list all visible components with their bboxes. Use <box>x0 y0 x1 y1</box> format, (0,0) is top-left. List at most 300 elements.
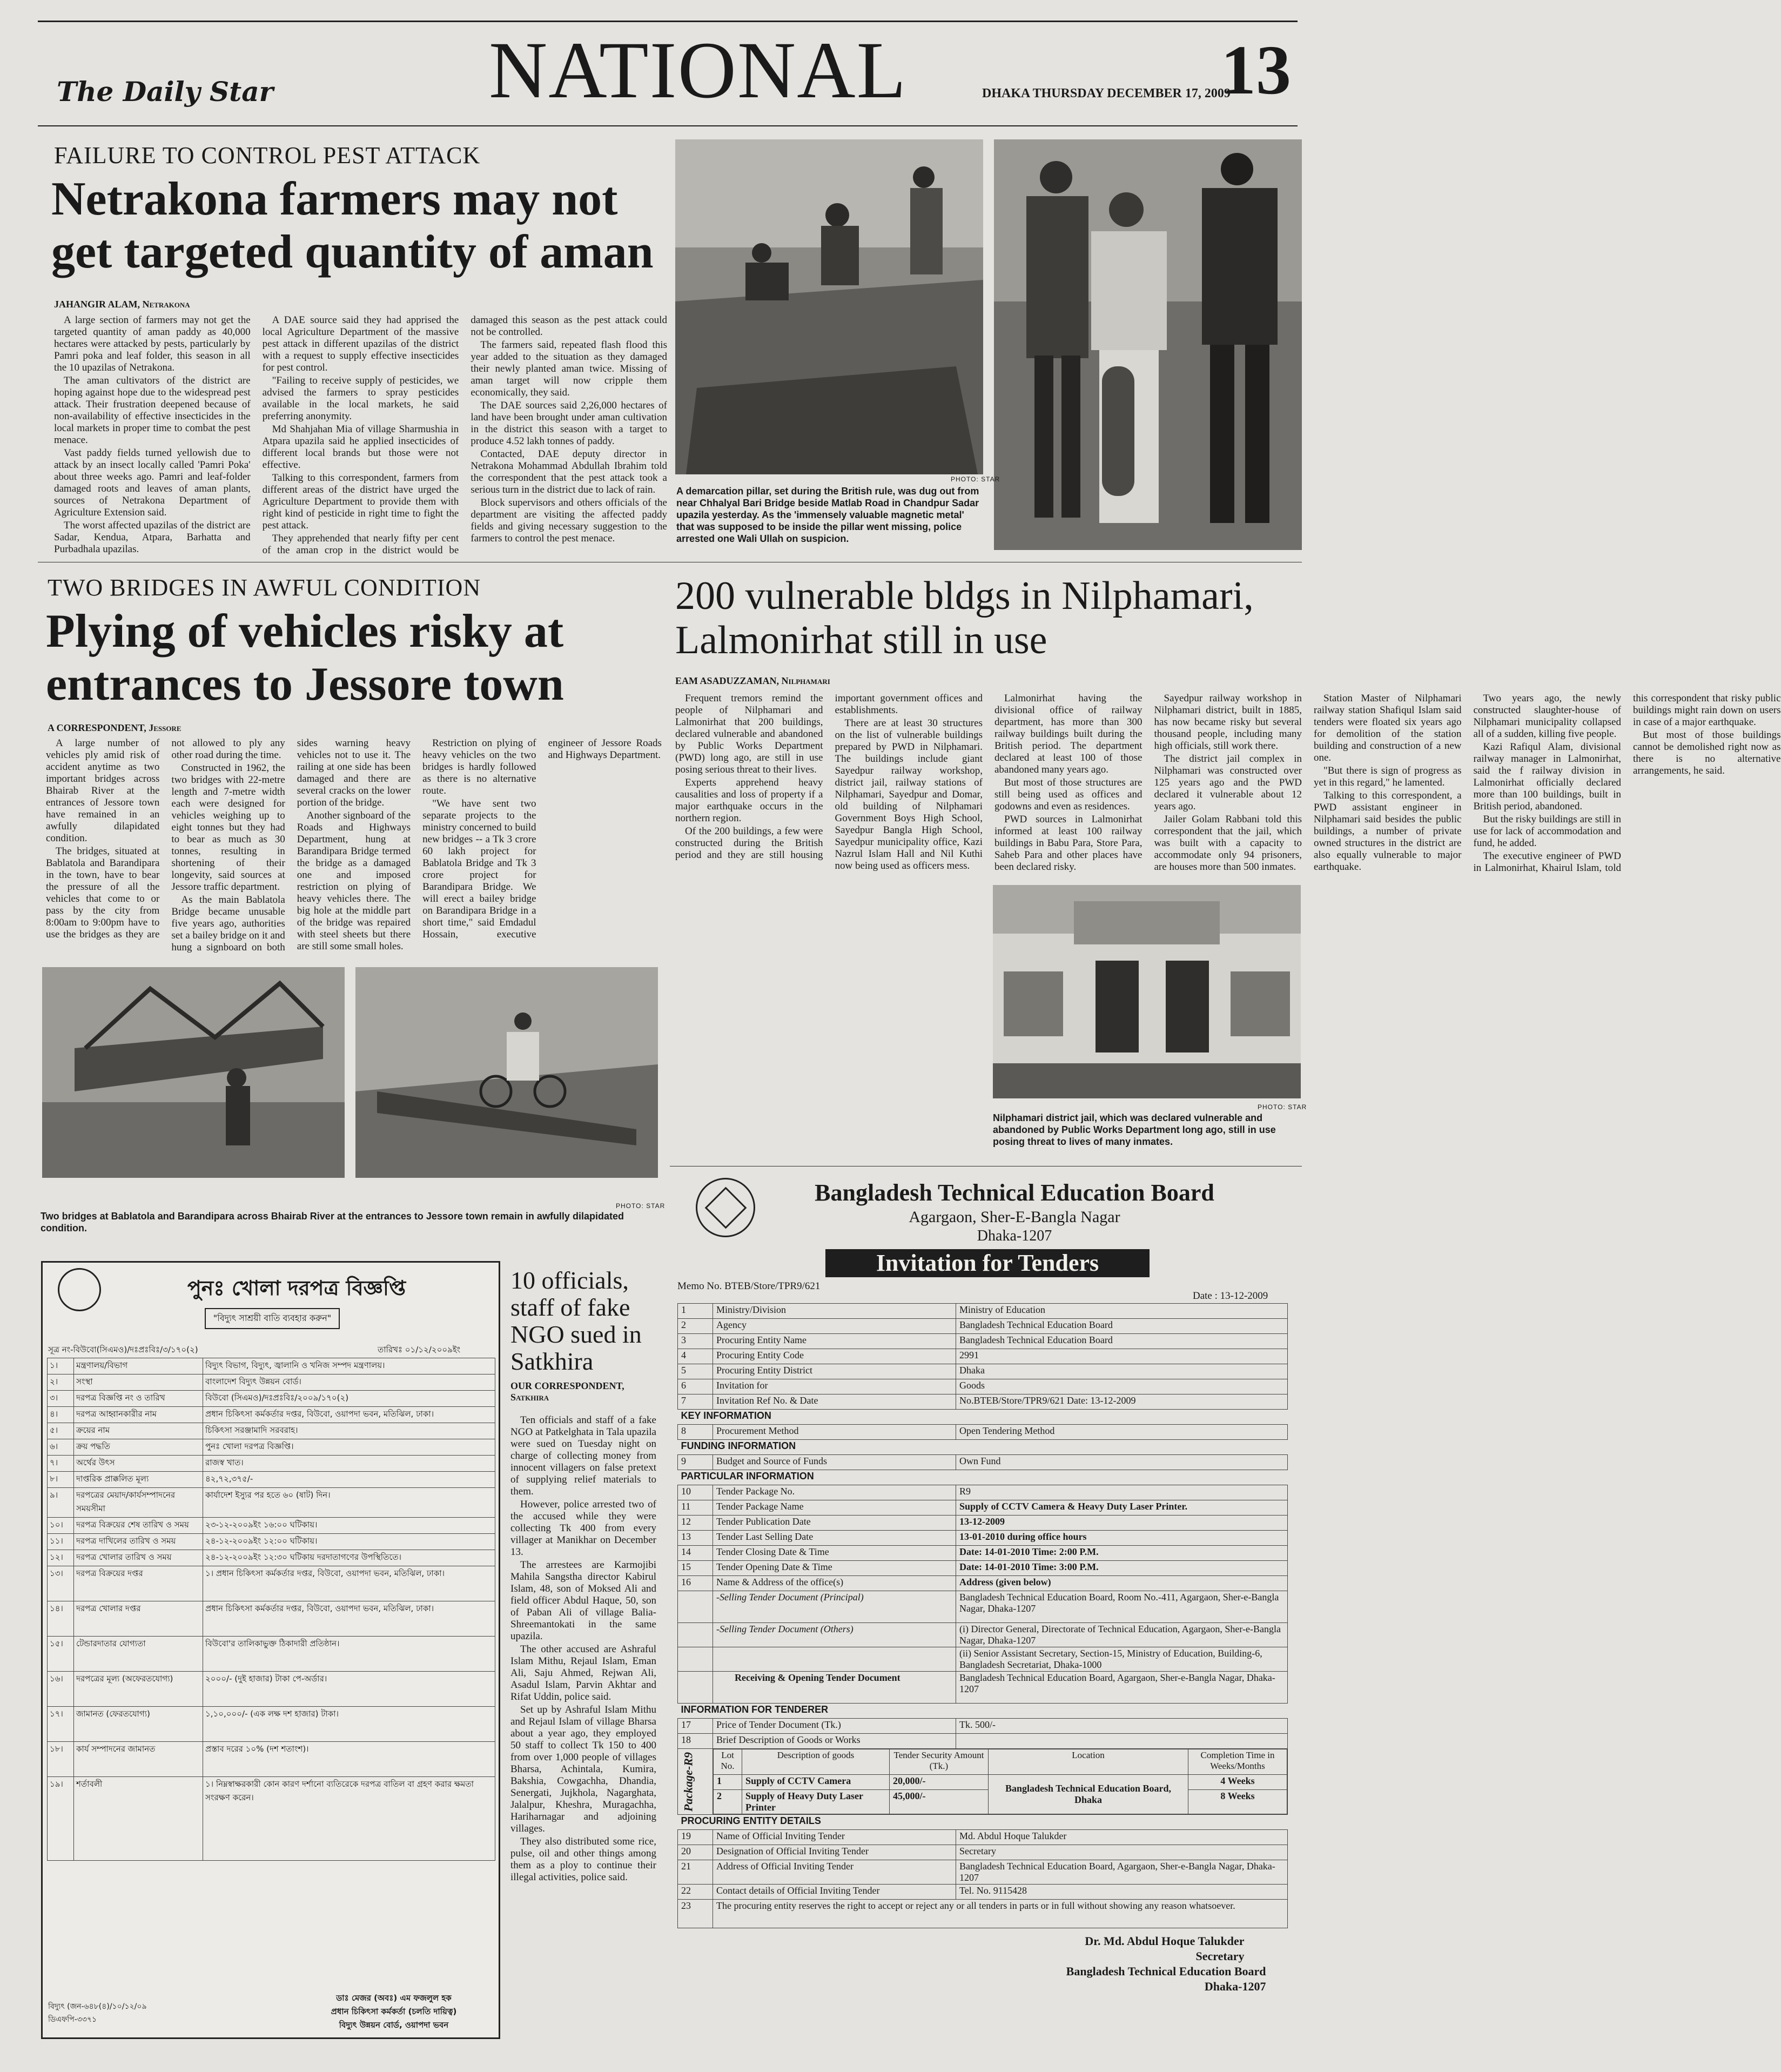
table-cell: 17 <box>678 1719 713 1734</box>
table-cell: 13-12-2009 <box>956 1516 1288 1531</box>
arrested-suspect-photo <box>994 139 1302 550</box>
paragraph: Ten officials and staff of a fake NGO at Patkelghata in Tala upazila were sued on Tuesday night on charge of collecting money from innocent villagers on false pretext of supplying relief materials to them. <box>510 1414 656 1497</box>
nilphamari-jail-photo <box>993 885 1301 1098</box>
table-cell: (i) Director General, Directorate of Technical Education, Agargaon, Sher-e-Bangla Nagar, Dhaka-1207 <box>956 1623 1288 1647</box>
dateline: DHAKA THURSDAY DECEMBER 17, 2009 <box>982 86 1231 100</box>
tender-row <box>678 1647 1288 1672</box>
table-cell: ২০০০/- (দুই হাজার) টাকা পে-অর্ডার। <box>203 1672 495 1707</box>
table-cell: 2991 <box>956 1349 1288 1364</box>
story1-kicker: FAILURE TO CONTROL PEST ATTACK <box>54 142 481 169</box>
bangla-ad-table <box>47 1358 495 1861</box>
paragraph: Contacted, DAE deputy director in Netrakona Mohammad Abdullah Ibrahim told the correspondent that the pest attack took a serious turn in the district due to lack of rain. <box>471 448 667 495</box>
lots-header-cell: Completion Time in Weeks/Months <box>1188 1749 1287 1775</box>
paragraph: But most of those buildings cannot be demolished right now as there is no alternative arrangements, he said. <box>1633 729 1781 776</box>
table-cell: Supply of Heavy Duty Laser Printer <box>742 1790 890 1814</box>
bangla-ad-row <box>48 1550 495 1566</box>
paragraph: Md Shahjahan Mia of village Sharmushia in Atpara upazila said he applied insecticides of different local brands but those were not effective. <box>262 424 459 471</box>
tender-row <box>678 1672 1288 1704</box>
tender-sign-name: Dr. Md. Abdul Hoque Talukder <box>1085 1934 1245 1948</box>
table-cell: 13-01-2010 during office hours <box>956 1531 1288 1546</box>
table-cell <box>678 1647 713 1672</box>
table-cell: -Selling Tender Document (Others) <box>713 1623 956 1647</box>
table-cell: 4 Weeks <box>1188 1775 1287 1790</box>
paragraph: Of the 200 buildings, a few were constructed during the British period and they are still housing important government offices and establishments. <box>675 693 983 861</box>
table-cell: সংস্থা <box>74 1374 203 1391</box>
paragraph: Lalmonirhat having the divisional office of railway department, has more than 300 railway buildings built during the British period. The department declared at least 100 of those abandoned many years ago. <box>994 693 1142 775</box>
bangla-ad-row <box>48 1637 495 1672</box>
top-rule <box>38 21 1298 22</box>
table-cell: প্রস্তাব দরের ১০% (দশ শতাংশ)। <box>203 1742 495 1777</box>
table-cell: Goods <box>956 1379 1288 1394</box>
table-cell: 9 <box>678 1455 713 1470</box>
story1-body <box>54 314 667 558</box>
tender-row <box>678 1734 1288 1749</box>
bangla-ad-ref: বিদ্যুৎ (জন-৬৪৮(৪)/১০/১২/০৯ ডিএফপি-৩৩৭১ <box>48 2002 147 2024</box>
lots-table <box>713 1749 1287 1814</box>
tender-row <box>678 1531 1288 1546</box>
table-cell <box>678 1591 713 1623</box>
lots-header <box>714 1749 1287 1775</box>
table-cell: Tender Publication Date <box>713 1516 956 1531</box>
table-cell: Price of Tender Document (Tk.) <box>713 1719 956 1734</box>
table-cell: দরপত্র খোলার দপ্তর <box>74 1601 203 1637</box>
section-title: NATIONAL <box>489 25 908 115</box>
paragraph: Jailer Golam Rabbani told this correspondent that the jail, which was built with a capacity to accommodate only 94 prisoners, are houses more than 500 inmates. <box>1154 814 1302 873</box>
bangla-ad-row <box>48 1358 495 1374</box>
table-cell: দরপত্র খোলার তারিখ ও সময় <box>74 1550 203 1566</box>
table-cell: কার্য সম্পাদনের জামানত <box>74 1742 203 1777</box>
tender-sign-city: Dhaka-1207 <box>1204 1980 1266 1993</box>
paragraph: But most of those structures are still being used as offices and godowns and even as residences. <box>994 777 1142 812</box>
tender-address2: Dhaka-1207 <box>977 1228 1052 1244</box>
story2-headline: Plying of vehicles risky at entrances to Jessore town <box>46 605 564 710</box>
table-cell: দরপত্র দাখিলের তারিখ ও সময় <box>74 1534 203 1550</box>
table-cell: ৬। <box>48 1439 74 1456</box>
table-cell: ২৪-১২-২০০৯ইং ১২:৩০ ঘটিকায় দরদাতাগণের উপস্থিতিতে। <box>203 1550 495 1566</box>
paragraph: Vast paddy fields turned yellowish due to attack by an insect locally called 'Pamri Poka' about three weeks ago. Pamri and leaf-folder damaged roots and leaves of aman plants, sources of Netrakona Department of Agriculture Extension said. <box>54 447 251 518</box>
table-cell: টেন্ডারদাতার যোগ্যতা <box>74 1637 203 1672</box>
tender-row <box>678 1334 1288 1349</box>
paragraph: Two years ago, the newly constructed slaughter-house of Nilphamari municipality collapsed all of a sudden, killing five people. <box>1473 693 1621 740</box>
tender-section-row <box>678 1470 1288 1485</box>
table-cell <box>956 1734 1288 1749</box>
table-cell: 2 <box>678 1319 713 1334</box>
table-cell: দরপত্রের মূল্য (অফেরতযোগ্য) <box>74 1672 203 1707</box>
table-cell: Tender Closing Date & Time <box>713 1546 956 1561</box>
table-cell: দরপত্র বিক্রয়ের শেষ তারিখ ও সময় <box>74 1518 203 1534</box>
paragraph: The aman cultivators of the district are hoping against hope due to the widespread pest attack. Their frustration deepened because of non-availability of effective insecticides in the local markets in proper time to combat the pest menace. <box>54 375 251 446</box>
bangla-ad-row <box>48 1777 495 1861</box>
bangla-ad-row <box>48 1407 495 1423</box>
bangla-ad-row <box>48 1374 495 1391</box>
table-cell: 20 <box>678 1845 713 1860</box>
paragraph: They apprehended that nearly fifty per cent of the aman crop in the district would be damaged this season as the pest attack could not be controlled. <box>262 314 667 556</box>
lot-row <box>714 1775 1287 1790</box>
table-cell: 1 <box>714 1775 742 1790</box>
bpdb-logo-icon <box>58 1268 101 1311</box>
story2-caption: Two bridges at Bablatola and Barandipara across Bhairab River at the entrances to Jessore town remain in awfully dilapidated condition. <box>41 1211 624 1233</box>
bangla-ad-row <box>48 1391 495 1407</box>
table-cell: 10 <box>678 1485 713 1500</box>
tender-section-row <box>678 1440 1288 1455</box>
table-cell: দরপত্রের মেয়াদ/কার্যসম্পাদনের সময়সীমা <box>74 1488 203 1518</box>
story4-headline: 10 officials, staff of fake NGO sued in Satkhira <box>510 1266 642 1375</box>
table-cell: ৪। <box>48 1407 74 1423</box>
table-cell: ৪২,৭২,৩৭৫/- <box>203 1472 495 1488</box>
table-cell: 11 <box>678 1500 713 1516</box>
photo1-caption: A demarcation pillar, set during the British rule, was dug out from near Chhalyal Bari Bridge beside Matlab Road in Chandpur Sadar upazila yesterday. As the 'immensely valuable magnetic metal' that was supposed to be inside the pillar went missing, police arrested one Wali Ullah on suspicion. <box>676 486 979 544</box>
table-cell: 1 <box>678 1304 713 1319</box>
bangla-ad-row <box>48 1566 495 1601</box>
table-cell: Address of Official Inviting Tender <box>713 1860 956 1885</box>
table-cell: ৫। <box>48 1423 74 1439</box>
bangla-ad-row <box>48 1518 495 1534</box>
tender-row <box>678 1379 1288 1394</box>
table-cell: Procuring Entity Name <box>713 1334 956 1349</box>
table-cell: Brief Description of Goods or Works <box>713 1734 956 1749</box>
tender-row <box>678 1516 1288 1531</box>
table-cell: Budget and Source of Funds <box>713 1455 956 1470</box>
table-cell: (ii) Senior Assistant Secretary, Section-15, Ministry of Education, Building-6, Bangladesh Secretariat, Dhaka-1000 <box>956 1647 1288 1672</box>
table-cell: Tender Package No. <box>713 1485 956 1500</box>
tender-row <box>678 1304 1288 1319</box>
table-cell: ১৮। <box>48 1742 74 1777</box>
paragraph: The district jail complex in Nilphamari was constructed over 125 years ago and the PWD declared it vulnerable about 12 years ago. <box>1154 753 1302 812</box>
story3-photo-credit: PHOTO: STAR <box>1258 1103 1307 1111</box>
table-cell: Tender Opening Date & Time <box>713 1561 956 1576</box>
tender-org: Bangladesh Technical Education Board <box>815 1179 1214 1206</box>
table-cell: ক্রয় পদ্ধতি <box>74 1439 203 1456</box>
table-cell: মন্ত্রণালয়/বিভাগ <box>74 1358 203 1374</box>
story3-caption: Nilphamari district jail, which was declared vulnerable and abandoned by Public Works Department long ago, still in use posing threat to lives of many inmates. <box>993 1112 1276 1147</box>
table-cell: Tel. No. 9115428 <box>956 1885 1288 1900</box>
masthead-bottom-rule <box>38 125 1298 126</box>
tender-sign-title: Secretary <box>1195 1949 1245 1963</box>
table-cell: Date: 14-01-2010 Time: 3:00 P.M. <box>956 1561 1288 1576</box>
table-cell: ১। <box>48 1358 74 1374</box>
paragraph: Talking to this correspondent, farmers from different areas of the district have urged the Agriculture Department to provide them with right kind of pesticide in right time to fight the pest attack. <box>262 472 459 531</box>
bangla-ad-title: পুনঃ খোলা দরপত্র বিজ্ঞপ্তি <box>187 1276 406 1300</box>
table-cell: Invitation for <box>713 1379 956 1394</box>
bteb-tender-ad <box>674 1172 1302 2048</box>
table-cell: Ministry/Division <box>713 1304 956 1319</box>
paragraph: However, police arrested two of the accused while they were collecting Tk 400 from every villager at Manikhar on December 13. <box>510 1499 656 1558</box>
table-cell: 4 <box>678 1349 713 1364</box>
table-cell: Procuring Entity Code <box>713 1349 956 1364</box>
table-cell: The procuring entity reserves the right to accept or reject any or all tenders in parts or in full without showing any reason whatsoever. <box>713 1900 1288 1928</box>
table-cell <box>713 1749 1288 1815</box>
table-cell: দরপত্র বিজ্ঞপ্তি নং ও তারিখ <box>74 1391 203 1407</box>
demarcation-pillar-dig-photo <box>675 139 983 474</box>
table-cell: 13 <box>678 1531 713 1546</box>
bangla-ad-row <box>48 1439 495 1456</box>
table-cell: Bangladesh Technical Education Board <box>956 1334 1288 1349</box>
table-cell: বাংলাদেশ বিদ্যুৎ উন্নয়ন বোর্ড। <box>203 1374 495 1391</box>
tender-sign-org: Bangladesh Technical Education Board <box>1066 1964 1266 1978</box>
table-cell: Contact details of Official Inviting Tender <box>713 1885 956 1900</box>
story2-photo-credit: PHOTO: STAR <box>616 1202 666 1210</box>
table-cell: দাপ্তরিক প্রাক্কলিত মূল্য <box>74 1472 203 1488</box>
tender-row <box>678 1546 1288 1561</box>
tender-row <box>678 1623 1288 1647</box>
paragraph: But the risky buildings are still in use for lack of accommodation and fund, he added. <box>1473 814 1621 849</box>
lots-header-cell: Description of goods <box>742 1749 890 1775</box>
table-cell: Secretary <box>956 1845 1288 1860</box>
story4-body <box>510 1414 656 2036</box>
table-cell: ১১। <box>48 1534 74 1550</box>
bteb-logo-icon <box>696 1178 755 1237</box>
paragraph: Set up by Ashraful Islam Mithu and Rejaul Islam of village Bharsa about a year ago, they employed 50 staff to collect Tk 150 to 400 from over 1,000 people of villages Bharsa, Achintala, Kumira, Bakshia, Cowgachha, Dhandia, Senergati, Jujkhola, Nagarghata, Jalalpur, Kheshra, Muragachha, Hariharnagar and adjoining villages. <box>510 1704 656 1834</box>
paragraph: The DAE sources said 2,26,000 hectares of land have been brought under aman cultivation in the district this season with a target to produce 4.52 lakh tonnes of paddy. <box>471 400 667 447</box>
table-cell: 2 <box>714 1790 742 1814</box>
table-cell: 8 Weeks <box>1188 1790 1287 1814</box>
paragraph: PWD sources in Lalmonirhat informed at least 100 railway buildings in Babu Para, Store Para, Saheb Para and other places have been declared risky. <box>994 814 1142 873</box>
story3-headline: 200 vulnerable bldgs in Nilphamari, Lalmonirhat still in use <box>675 574 1254 662</box>
paragraph: The other accused are Ashraful Islam Mithu, Rejaul Islam, Eman Ali, Saju Ahmed, Rejwan Ali, Asadul Islam, Parvin Akhtar and Rifat Uddin, police said. <box>510 1644 656 1702</box>
table-cell: -Selling Tender Document (Principal) <box>713 1591 956 1623</box>
table-cell <box>678 1623 713 1647</box>
newspaper-logo: The Daily Star <box>57 76 273 108</box>
table-cell <box>678 1672 713 1704</box>
table-cell: R9 <box>956 1485 1288 1500</box>
table-cell: ৮। <box>48 1472 74 1488</box>
table-cell: জামানত (ফেরতযোগ্য) <box>74 1707 203 1742</box>
table-cell: 45,000/- <box>890 1790 989 1814</box>
table-cell: ২৩-১২-২০০৯ইং ১৬:০০ ঘটিকায়। <box>203 1518 495 1534</box>
table-cell: দরপত্র আহ্বানকারীর নাম <box>74 1407 203 1423</box>
tender-row <box>678 1885 1288 1900</box>
table-cell: কার্যাদেশ ইস্যুর পর হতে ৬০ (ষাট) দিন। <box>203 1488 495 1518</box>
table-cell: Bangladesh Technical Education Board, Dhaka <box>989 1775 1188 1814</box>
story1-headline: Netrakona farmers may not get targeted quantity of aman <box>51 173 654 278</box>
tender-row <box>678 1830 1288 1845</box>
table-cell: Bangladesh Technical Education Board, Agargaon, Sher-e-Bangla Nagar, Dhaka-1207 <box>956 1672 1288 1704</box>
table-cell: 12 <box>678 1516 713 1531</box>
paragraph: The bridges, situated at Bablatola and Barandipara in the town, have to bear the pressure of all the vehicles that come to or pass by the city from 8:00am to 9:00pm have to use the bridges as they are not allowed to ply any other road during the time. <box>46 737 285 940</box>
story3-byline: EAM ASADUZZAMAN, Nilphamari <box>675 675 830 686</box>
paragraph: Another signboard of the Roads and Highways Department, hung at Barandipara Bridge termed the bridge as a damaged one and imposed restriction on plying of heavy vehicles there. The big hole at the middle part of the bridge was repaired with steel sheets but there are still some small holes. <box>297 810 411 952</box>
bangla-ad-row <box>48 1488 495 1518</box>
story2-body <box>46 737 662 954</box>
story1-byline: JAHANGIR ALAM, Netrakona <box>54 299 190 310</box>
tender-lots-row <box>678 1749 1288 1815</box>
table-cell: Agency <box>713 1319 956 1334</box>
barandipara-bridge-photo <box>355 967 658 1178</box>
table-cell: Invitation Ref No. & Date <box>713 1394 956 1410</box>
tender-section-label: KEY INFORMATION <box>681 1410 771 1421</box>
table-cell: 8 <box>678 1425 713 1440</box>
table-cell: ১০। <box>48 1518 74 1534</box>
tender-section-row <box>678 1410 1288 1425</box>
tender-row <box>678 1561 1288 1576</box>
tender-section-label: PROCURING ENTITY DETAILS <box>681 1815 821 1826</box>
table-cell: ১৪। <box>48 1601 74 1637</box>
tender-row <box>678 1455 1288 1470</box>
table-cell: Receiving & Opening Tender Document <box>713 1672 956 1704</box>
bangla-ad-row <box>48 1672 495 1707</box>
tender-table <box>677 1303 1288 1995</box>
bangla-ad-row <box>48 1742 495 1777</box>
table-cell: ১৩। <box>48 1566 74 1601</box>
table-cell: ক্রয়ের নাম <box>74 1423 203 1439</box>
tender-signature <box>678 1928 1288 1995</box>
tender-row <box>678 1860 1288 1885</box>
table-cell: Bangladesh Technical Education Board, Room No.-411, Agargaon, Sher-e-Bangla Nagar, Dhaka-1207 <box>956 1591 1288 1623</box>
lots-header-cell: Lot No. <box>714 1749 742 1775</box>
table-cell: 3 <box>678 1334 713 1349</box>
table-cell: 15 <box>678 1561 713 1576</box>
tender-row <box>678 1349 1288 1364</box>
lots-header-cell: Location <box>989 1749 1188 1775</box>
table-cell: No.BTEB/Store/TPR9/621 Date: 13-12-2009 <box>956 1394 1288 1410</box>
bangla-ad-row <box>48 1534 495 1550</box>
table-cell: Name of Official Inviting Tender <box>713 1830 956 1845</box>
paragraph: Frequent tremors remind the people of Nilphamari and Lalmonirhat that 200 buildings, declared vulnerable and abandoned by Public Works Department (PWD) long ago, are still in use posing serious threat to their lives. <box>675 693 823 775</box>
bangla-ad-row <box>48 1423 495 1439</box>
table-cell: ৭। <box>48 1456 74 1472</box>
bablatola-bridge-photo <box>42 967 345 1178</box>
table-cell: 14 <box>678 1546 713 1561</box>
paragraph: A DAE source said they had apprised the local Agriculture Department of the massive pest attack in different upazilas of the district with a request to supply effective insecticides for pest control. <box>262 314 459 373</box>
paragraph: Sayedpur railway workshop in Nilphamari district, built in 1885, has now became risky but several thousand people, including many high officials, still work there. <box>1154 693 1302 752</box>
table-cell: Own Fund <box>956 1455 1288 1470</box>
page-number: 13 <box>1221 31 1291 109</box>
table-cell: ১। প্রধান চিকিৎসা কর্মকর্তার দপ্তর, বিউবো, ওয়াপদা ভবন, মতিঝিল, ঢাকা। <box>203 1566 495 1601</box>
table-cell: Md. Abdul Hoque Talukder <box>956 1830 1288 1845</box>
table-cell: ৩। <box>48 1391 74 1407</box>
table-cell: দরপত্র বিক্রয়ের দপ্তর <box>74 1566 203 1601</box>
table-cell: ২৪-১২-২০০৯ইং ১২:০০ ঘটিকায়। <box>203 1534 495 1550</box>
tender-row <box>678 1845 1288 1860</box>
table-cell: Supply of CCTV Camera <box>742 1775 890 1790</box>
tender-row <box>678 1394 1288 1410</box>
bangla-ad-row <box>48 1472 495 1488</box>
paragraph: The arrestees are Karmojibi Mahila Sangstha director Kabirul Islam, 48, son of Moksed Ali and field officer Abdul Haque, 50, son of Paban Ali of village Balia-Shreemantokati in the same upazila. <box>510 1559 656 1642</box>
table-cell: 6 <box>678 1379 713 1394</box>
table-cell: ১। নিম্নস্বাক্ষরকারী কোন কারণ দর্শানো ব্যতিরেকে দরপত্র বাতিল বা গ্রহণ করার ক্ষমতা সংরক্ষণ করেন। <box>203 1777 495 1861</box>
table-cell: Supply of CCTV Camera & Heavy Duty Laser Printer. <box>956 1500 1288 1516</box>
paragraph: "Failing to receive supply of pesticides, we advised the farmers to spray pesticides available in the local markets, he said preferring anonymity. <box>262 375 459 422</box>
paragraph: Block supervisors and others officials of the department are visiting the affected paddy fields and giving necessary suggestion to the farmers to control the pest menace. <box>471 497 667 544</box>
tender-row <box>678 1900 1288 1928</box>
table-cell: শর্তাবলী <box>74 1777 203 1861</box>
paragraph: The executive engineer of PWD in Lalmonirhat, Khairul Islam, told this correspondent that risky public buildings might rain down on users in case of a major earthquake. <box>1473 693 1781 874</box>
paragraph: Station Master of Nilphamari railway station Shafiqul Islam said tenders were floated six years ago for demolition of the station building and construction of a new one. <box>1314 693 1462 763</box>
paragraph: Constructed in 1962, the two bridges with 22-metre length and 7-metre width each were designed for vehicles weighing up to eight tonnes but they had to bear as much as 30 tonnes, resulting in shortening of their longevity, said sources at Jessore traffic department. <box>171 762 285 893</box>
bangla-ad-slogan: "বিদ্যুৎ সাশ্রয়ী বাতি ব্যবহার করুন" <box>205 1308 340 1329</box>
table-cell: প্রধান চিকিৎসা কর্মকর্তার দপ্তর, বিউবো, ওয়াপদা ভবন, মতিঝিল, ঢাকা। <box>203 1407 495 1423</box>
table-cell: ১২। <box>48 1550 74 1566</box>
tender-row <box>678 1425 1288 1440</box>
story2-byline: A CORRESPONDENT, Jessore <box>48 722 182 733</box>
bangla-ad-row <box>48 1707 495 1742</box>
tender-row <box>678 1319 1288 1334</box>
tender-banner: Invitation for Tenders <box>825 1249 1150 1277</box>
paragraph: The worst affected upazilas of the district are Sadar, Kendua, Atpara, Barhatta and Purbadhala upazilas. <box>54 520 251 555</box>
lots-header-cell: Tender Security Amount (Tk.) <box>890 1749 989 1775</box>
table-cell: Bangladesh Technical Education Board, Agargaon, Sher-e-Bangla Nagar, Dhaka-1207 <box>956 1860 1288 1885</box>
tender-row <box>678 1364 1288 1379</box>
tender-section-label: FUNDING INFORMATION <box>681 1440 796 1451</box>
paragraph: "We have sent two separate projects to the ministry concerned to build new bridges -- a Tk 3 crore 60 lakh project for Bablatola Bridge and Tk 3 crore project for Barandipara Bridge. We will erect a bailey bridge on Barandipara Bridge in a short time," said Emdadul Hossain, executive engineer of Jessore Roads and Highways Department. <box>422 737 662 940</box>
table-cell: বিদ্যুৎ বিভাগ, বিদ্যুৎ, জ্বালানি ও খনিজ সম্পদ মন্ত্রণালয়। <box>203 1358 495 1374</box>
table-cell: Date: 14-01-2010 Time: 2:00 P.M. <box>956 1546 1288 1561</box>
tender-row <box>678 1485 1288 1500</box>
table-cell: 19 <box>678 1830 713 1845</box>
tender-address1: Agargaon, Sher-E-Bangla Nagar <box>909 1208 1120 1226</box>
table-cell: Ministry of Education <box>956 1304 1288 1319</box>
table-cell <box>713 1647 956 1672</box>
table-cell: ৯। <box>48 1488 74 1518</box>
table-cell: Name & Address of the office(s) <box>713 1576 956 1591</box>
table-cell: চিকিৎসা সরঞ্জামাদি সরবরাহ। <box>203 1423 495 1439</box>
paragraph: Restriction on plying of heavy vehicles on the two bridges is hardly followed as there is no alternative route. <box>422 737 536 796</box>
story3-body <box>675 693 1781 882</box>
table-cell: ২। <box>48 1374 74 1391</box>
table-cell: 16 <box>678 1576 713 1591</box>
paragraph: The farmers said, repeated flash flood this year added to the situation as they damaged their newly planted aman twice. Missing of aman target will now cripple them economically, they said. <box>471 339 667 398</box>
tender-section-row <box>678 1704 1288 1719</box>
story2-kicker: TWO BRIDGES IN AWFUL CONDITION <box>48 574 481 601</box>
table-cell: Dhaka <box>956 1364 1288 1379</box>
table-cell: 18 <box>678 1734 713 1749</box>
table-cell: Bangladesh Technical Education Board <box>956 1319 1288 1334</box>
table-cell: Tk. 500/- <box>956 1719 1288 1734</box>
bangla-tender-ad <box>41 1261 500 2039</box>
tender-row <box>678 1576 1288 1591</box>
table-cell: ১,১০,০০০/- (এক লক্ষ দশ হাজার) টাকা। <box>203 1707 495 1742</box>
tender-row <box>678 1500 1288 1516</box>
table-cell: Tender Package Name <box>713 1500 956 1516</box>
tender-section-label: INFORMATION FOR TENDERER <box>681 1704 829 1715</box>
paragraph: "But there is sign of progress as yet in this regard," he lamented. <box>1314 765 1462 788</box>
tender-section-label: PARTICULAR INFORMATION <box>681 1471 814 1481</box>
table-cell: Procurement Method <box>713 1425 956 1440</box>
bangla-ad-row <box>48 1601 495 1637</box>
bangla-ad-memo: সূত্র নং-বিউবো(সিএমও)/দঃপ্রঃবিঃ/৩/১৭০(২) <box>48 1345 198 1354</box>
table-cell: পুনঃ খোলা দরপত্র বিজ্ঞপ্তি। <box>203 1439 495 1456</box>
paragraph: Talking to this correspondent, a PWD assistant engineer in Nilphamari said besides the public buildings, a number of private owned structures in the district are also equally vulnerable to major earthquake. <box>1314 790 1462 873</box>
table-cell: ১৫। <box>48 1637 74 1672</box>
table-cell: Procuring Entity District <box>713 1364 956 1379</box>
table-cell: Designation of Official Inviting Tender <box>713 1845 956 1860</box>
table-cell: Tender Last Selling Date <box>713 1531 956 1546</box>
table-cell: 23 <box>678 1900 713 1928</box>
table-cell: Package-R9 <box>678 1749 713 1815</box>
paragraph: As the main Bablatola Bridge became unusable five years ago, authorities set a bailey bridge on it and hung a signboard on both sides warning heavy vehicles not to use it. The railing at one side has been damaged and there are several cracks on the lower portion of the bridge. <box>171 737 411 953</box>
tender-date: Date : 13-12-2009 <box>1193 1290 1268 1302</box>
table-cell: বিউবো'র তালিকাভুক্ত ঠিকাদারী প্রতিষ্ঠান। <box>203 1637 495 1672</box>
bangla-ad-row <box>48 1456 495 1472</box>
table-cell: প্রধান চিকিৎসা কর্মকর্তার দপ্তর, বিউবো, ওয়াপদা ভবন, মতিঝিল, ঢাকা। <box>203 1601 495 1637</box>
photo1-credit: PHOTO: STAR <box>951 475 1000 483</box>
paragraph: A large number of vehicles ply amid risk of accident anytime as two important bridges across Bhairab River at the entrances of Jessore town have remained in an awfully dilapidated condition. <box>46 737 160 844</box>
table-cell: বিউবো (সিএমও)/দঃপ্রঃবিঃ/২০০৯/১৭০(২) <box>203 1391 495 1407</box>
table-cell: Address (given below) <box>956 1576 1288 1591</box>
table-cell: অর্থের উৎস <box>74 1456 203 1472</box>
table-cell: ১৬। <box>48 1672 74 1707</box>
tender-row <box>678 1719 1288 1734</box>
table-cell: 20,000/- <box>890 1775 989 1790</box>
table-cell: ১৭। <box>48 1707 74 1742</box>
story4-byline: OUR CORRESPONDENT, Satkhira <box>510 1380 624 1403</box>
table-cell: 21 <box>678 1860 713 1885</box>
tender-row <box>678 1591 1288 1623</box>
table-cell: 7 <box>678 1394 713 1410</box>
paragraph: There are at least 30 structures on the list of vulnerable buildings prepared by PWD in Nilphamari. The buildings include giant Sayedpur railway workshop, district jail, railway stations of Nilphamari, Sayedpur and Domar, old building of Nilphamari Government Boys High School, Sayedpur Bangla High School, Sayedpur municipality office, Kazi Nazrul Islam Hall and Nil Kuthi now being used as officers mess. <box>835 718 983 871</box>
table-cell: 5 <box>678 1364 713 1379</box>
table-cell: রাজস্ব খাত। <box>203 1456 495 1472</box>
